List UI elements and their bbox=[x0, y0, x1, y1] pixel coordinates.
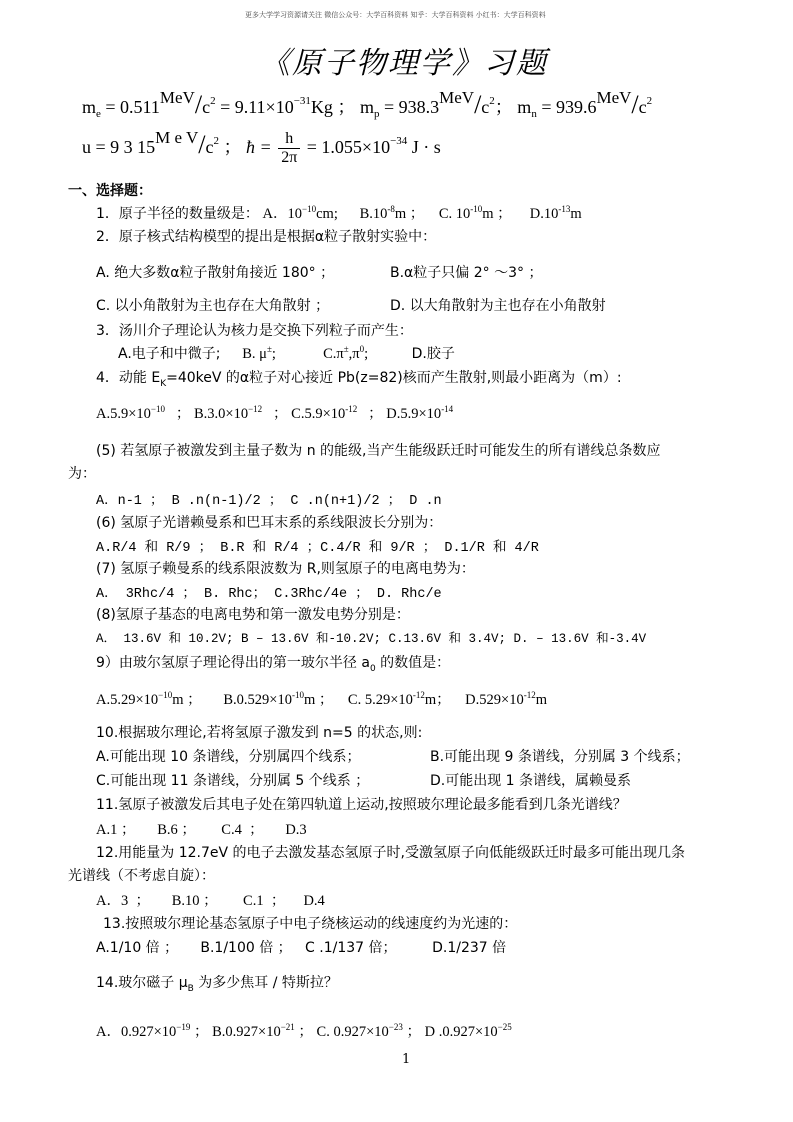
question-2-option-a: A. 绝大多数α粒子散射角接近 180° ； bbox=[96, 265, 335, 281]
question-1: 1．原子半径的数量级是： A．$10^{-10}cm$; $B.10^{-8}m$ ； C. $10^{-10}m$ ； $D.10^{-13}m$ bbox=[96, 204, 582, 222]
question-14: 14.玻尔磁子 $\mu_B$ 为多少焦耳 / 特斯拉？ bbox=[96, 975, 338, 994]
question-12-options: A．3 ； B.10 ； C.1 ； D.4 bbox=[96, 893, 325, 909]
question-10-option-b: B.可能出现 9 条谱线，分别属 3 个线系； bbox=[430, 749, 690, 765]
constants-line-2: u = 9 3 15M e $V/c^2$ ； ħ = $\frac{h}{2\pi}$ = $1.055\times 10^{-34}$ J · s bbox=[82, 128, 441, 167]
question-12-line-2: 光谱线（不考虑自旋）： bbox=[68, 868, 215, 884]
h-over-2pi-fraction: $\frac{h}{2\pi}$ bbox=[278, 130, 300, 167]
question-8-options: A． 13.6V 和 10.2V; B – 13.6V 和-10.2V; C.13.6V 和 3.4V; D. – 13.6V 和-3.4V bbox=[96, 632, 647, 646]
question-9-options: $A.5.29\times 10^{-10}m$ ； $B.0.529\times 10^{-10}m$ ； C. $5.29\times 10^{-12}m$； $D.529\times 10^{-12}m$ bbox=[96, 690, 547, 708]
question-8: (8)氢原子基态的电离电势和第一激发电势分别是： bbox=[96, 607, 410, 623]
question-7-options: A． 3Rhc/4 ； B. Rhc； C.3Rhc/4e ； D. Rhc/e bbox=[96, 587, 442, 602]
question-11-options: A.1 ； B.6 ； C.4 ； D.3 bbox=[96, 822, 307, 838]
question-10-option-d: D.可能出现 1 条谱线，属赖曼系 bbox=[430, 773, 632, 789]
question-3-options: A.电子和中微子; B. μ±; $C.\pi^\pm,\pi^0$; D.胶子 bbox=[118, 344, 455, 362]
page-title: 《原子物理学》习题 bbox=[260, 46, 548, 81]
page-number: 1 bbox=[402, 1052, 411, 1067]
question-4-options: $A.5.9\times 10^{-10}$ ； $B.3.0\times 10^{-12}$ ； $C.5.9\times 10^{-12}$ ； $D.5.9\times 10^{-14}$ bbox=[96, 404, 454, 422]
question-10: 10.根据玻尔理论,若将氢原子激发到 n=5 的状态,则: bbox=[96, 725, 423, 741]
question-12-line-1: 12.用能量为 12.7eV 的电子去激发基态氢原子时,受激氢原子向低能级跃迁时最多可能出现几条 bbox=[96, 845, 685, 861]
question-2-option-c: C. 以小角散射为主也存在大角散射 ； bbox=[96, 298, 330, 314]
question-6: (6) 氢原子光谱赖曼系和巴耳末系的系线限波长分别为： bbox=[96, 515, 443, 531]
question-5-options: A．n-1 ； B .n(n-1)/2 ； C .n(n+1)/2 ； D .n bbox=[96, 494, 442, 509]
question-3: 3．汤川介子理论认为核力是交换下列粒子而产生： bbox=[96, 323, 413, 339]
question-10-option-a: A.可能出现 10 条谱线，分别属四个线系； bbox=[96, 749, 361, 765]
constants-line-1: $m_e = 0.511MeV/c^2 = 9.11\times 10^{-31}Kg$ ； $m_p = 938.3MeV/c^2$； $m_n = 939.6MeV/c^2$ bbox=[82, 88, 653, 120]
question-14-options: A．$0.927\times 10^{-19}$ ； $B.0.927\times 10^{-21}$ ； C. $0.927\times 10^{-23}$ ； D $.0.927\times 10^{-25}$ bbox=[96, 1022, 512, 1040]
question-10-option-c: C.可能出现 11 条谱线，分别属 5 个线系 ； bbox=[96, 773, 370, 789]
question-5-line-1: (5) 若氢原子被激发到主量子数为 n 的能级,当产生能级跃迁时可能发生的所有谱线总条数应 bbox=[96, 443, 661, 459]
page-header: 更多大学学习资源请关注 微信公众号：大学百科资料 知乎：大学百科资料 小红书：大学百科资料 bbox=[245, 11, 546, 19]
question-6-options: A.R/4 和 R/9 ； B.R 和 R/4 ；C.4/R 和 9/R ； D.1/R 和 4/R bbox=[96, 541, 539, 556]
question-2: 2．原子核式结构模型的提出是根据α粒子散射实验中： bbox=[96, 229, 437, 245]
section-heading: 一、选择题： bbox=[68, 183, 152, 199]
question-4: 4．动能 $E_K=40keV$ 的α粒子对心接近 Pb(z=82)核而产生散射,则最小距离为（m）: bbox=[96, 370, 622, 389]
question-9: 9）由玻尔氢原子理论得出的第一玻尔半径 $a_0$ 的数值是： bbox=[96, 655, 451, 674]
question-13: 13.按照玻尔理论基态氢原子中电子绕核运动的线速度约为光速的： bbox=[103, 916, 518, 932]
question-13-options: A.1/10 倍 ； B.1/100 倍 ； C .1/137 倍； D.1/237 倍 bbox=[96, 940, 507, 956]
question-2-option-b: B.α粒子只偏 2° ～3° ； bbox=[390, 265, 543, 281]
question-7: (7) 氢原子赖曼系的线系限波数为 R,则氢原子的电离电势为： bbox=[96, 561, 475, 577]
question-5-line-2: 为： bbox=[68, 466, 96, 482]
question-11: 11.氢原子被激发后其电子处在第四轨道上运动,按照玻尔理论最多能看到几条光谱线？ bbox=[96, 797, 627, 813]
question-2-option-d: D. 以大角散射为主也存在小角散射 bbox=[390, 298, 606, 314]
